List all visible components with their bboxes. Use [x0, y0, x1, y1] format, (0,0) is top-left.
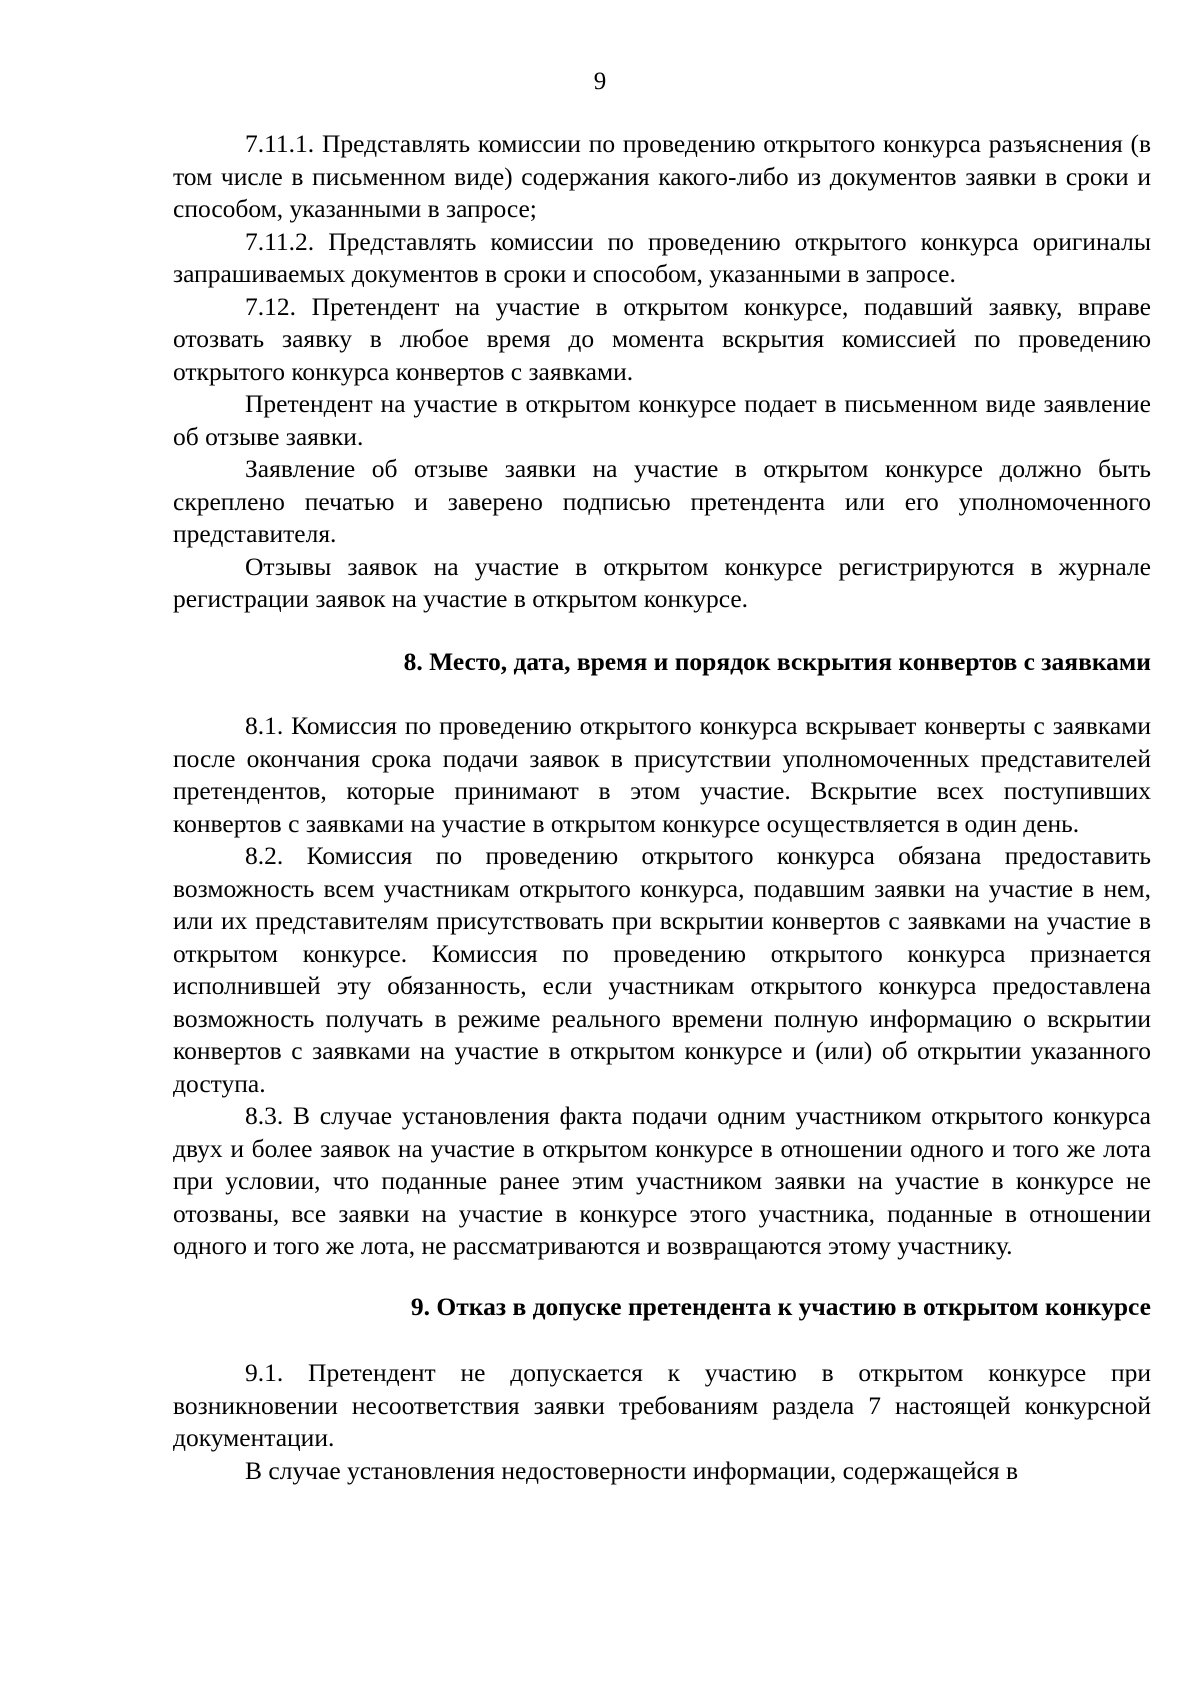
paragraph-7-11-1: 7.11.1. Представлять комиссии по проведению открытого конкурса разъяснения (в том числе в письменном виде) содержания какого-либо из документов заявки в сроки и способом, указанными в запросе; — [173, 129, 1151, 223]
paragraph-8-3: 8.3. В случае установления факта подачи одним участником открытого конкурса двух и более заявок на участие в открытом конкурсе в отношении одного и того же лота при условии, что поданные ранее этим участником заявки на участие в конкурсе не отозваны, все заявки на участие в конкурсе этого участника, поданные в отношении одного и того же лота, не рассматриваются и возвращаются этому участнику. — [173, 1101, 1151, 1260]
paragraph-withdrawal-registry: Отзывы заявок на участие в открытом конкурсе регистрируются в журнале регистрации заявок на участие в открытом конкурсе. — [173, 551, 1151, 613]
page-number: 9 — [593, 68, 607, 95]
paragraph-7-12: 7.12. Претендент на участие в открытом конкурсе, подавший заявку, вправе отозвать заявку в любое время до момента вскрытия комиссией по проведению открытого конкурса конвертов с заявками. — [173, 291, 1151, 386]
section-9-heading: 9. Отказ в допуске претендента к участию в открытом конкурсе — [410, 1291, 1151, 1321]
document-body — [173, 128, 1151, 1487]
section-8-heading: 8. Место, дата, время и порядок вскрытия конвертов с заявками — [403, 646, 1151, 676]
paragraph-8-2: 8.2. Комиссия по проведению открытого конкурса обязана предоставить возможность всем участникам открытого конкурса, подавшим заявки на участие в нем, или их представителям присутствовать при вскрытии конвертов с заявками на участие в открытом конкурсе. Комиссия по проведению открытого конкурса признается исполнившей эту обязанность, если участникам открытого конкурса предоставлена возможность получать в режиме реального времени полную информацию о вскрытии конвертов с заявками на участие в открытом конкурсе и (или) об открытии указанного доступа. — [173, 841, 1151, 1098]
paragraph-withdrawal-written: Претендент на участие в открытом конкурсе подает в письменном виде заявление об отзыве заявки. — [173, 389, 1151, 451]
paragraph-9-unreliable-info: В случае установления недостоверности информации, содержащейся в — [245, 1455, 1019, 1485]
paragraph-7-11-2: 7.11.2. Представлять комиссии по проведению открытого конкурса оригиналы запрашиваемых документов в сроки и способом, указанными в запросе. — [173, 226, 1151, 288]
paragraph-withdrawal-seal: Заявление об отзыве заявки на участие в открытом конкурсе должно быть скреплено печатью и заверено подписью претендента или его уполномоченного представителя. — [173, 454, 1151, 548]
paragraph-8-1: 8.1. Комиссия по проведению открытого конкурса вскрывает конверты с заявками после окончания срока подачи заявок в присутствии уполномоченных представителей претендентов, которые принимают в этом участие. Вскрытие всех поступивших конвертов с заявками на участие в открытом конкурсе осуществляется в один день. — [173, 711, 1151, 838]
paragraph-9-1: 9.1. Претендент не допускается к участию в открытом конкурсе при возникновении несоответствия заявки требованиям раздела 7 настоящей конкурсной документации. — [173, 1358, 1151, 1452]
